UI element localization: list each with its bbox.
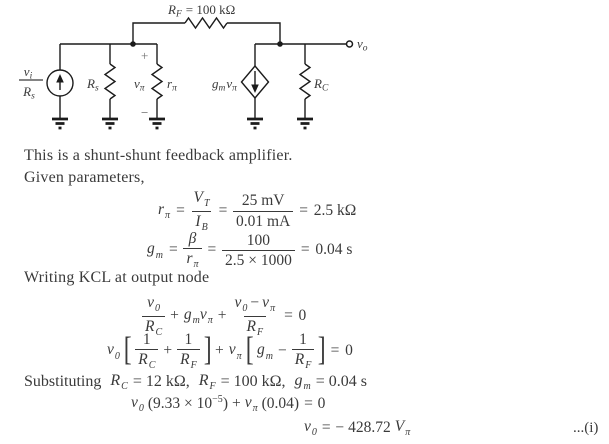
rpi-label: rπ <box>167 76 177 94</box>
substituting-word: Substituting <box>24 373 102 391</box>
fraction-vt-ib: $\frac{V_T}{I_B}$ <box>193 189 210 233</box>
rs-label: Rs <box>87 76 99 94</box>
gmvpi-label: gmvπ <box>212 76 237 94</box>
plus: + <box>231 395 241 413</box>
equals: = <box>299 241 311 259</box>
node-dot-right <box>277 41 283 47</box>
ground-icon <box>52 119 68 128</box>
equals: = <box>329 342 341 360</box>
ground-icon <box>149 119 165 128</box>
rf-label: RF = 100 kΩ <box>168 2 236 20</box>
equation-bracketed <box>107 330 353 373</box>
source-label-num: vi <box>23 64 33 82</box>
coefficient: $(9.33 \times 10^{-5})$ <box>147 394 228 413</box>
equals: = <box>217 202 229 220</box>
output-terminal <box>347 41 353 47</box>
fraction-beta-rpi: $\frac{\beta}{r_\pi}$ <box>183 229 201 272</box>
minus-sign: − <box>141 105 149 120</box>
equation-rpi <box>158 188 356 234</box>
term-gmvpi: $g_mv_\pi$ <box>183 306 213 327</box>
fraction-1-rf: $\frac{1}{R_F}$ <box>292 330 315 373</box>
plus: + <box>163 342 173 360</box>
equals: = <box>303 395 314 413</box>
given-text: Given parameters, <box>24 169 145 186</box>
minus: − <box>277 342 287 360</box>
equals: = <box>206 241 217 259</box>
fraction-v0-rc: $\frac{v_0}{R_C}$ <box>142 293 165 339</box>
var-vpi: $v_\pi$ <box>244 394 258 415</box>
rf-value: = 100 kΩ, <box>220 373 286 391</box>
vpi-label: vπ <box>134 76 145 94</box>
equation-result <box>304 418 410 438</box>
fraction-1-rc: $\frac{1}{R_C}$ <box>135 330 158 373</box>
substituting-line <box>24 372 367 392</box>
source-label-den: Rs <box>23 84 35 102</box>
plus: + <box>170 307 179 325</box>
resistor-rf <box>185 18 227 28</box>
fraction-v0-vpi-rf: $\frac{v_0 - v_\pi}{R_F}$ <box>234 294 276 338</box>
coefficient-2: (0.04) <box>261 395 300 413</box>
equation-numeric <box>131 394 325 414</box>
rc-label: RC <box>314 76 329 94</box>
fraction-25mv: $\frac{25 mV}{0.01 mA}$ <box>233 191 293 231</box>
intro-text: This is a shunt-shunt feedback amplifier. <box>24 147 293 164</box>
equals: = <box>167 241 179 259</box>
var-vpi: $v_\pi$ <box>228 341 242 362</box>
var-v0: $v_0$ <box>131 394 144 415</box>
var-v0: $v_0$ <box>304 418 317 439</box>
node-dot-left <box>130 41 136 47</box>
resistor-rc <box>300 64 310 99</box>
left-bracket: [ <box>123 330 132 368</box>
ground-icon <box>247 119 263 128</box>
zero: 0 <box>298 307 307 325</box>
ground-icon <box>297 119 313 128</box>
arrow-down-icon <box>251 85 259 94</box>
wire-feedback-left <box>133 23 185 44</box>
resistor-rs <box>105 64 115 99</box>
var-gm: $g_m$ <box>257 341 273 362</box>
equation-gm <box>147 229 352 272</box>
circuit-labels <box>22 2 368 120</box>
rc-value: = 12 kΩ, <box>132 373 190 391</box>
plus: + <box>217 307 227 325</box>
left-bracket: [ <box>245 330 254 368</box>
var-rpi: $r_\pi$ <box>158 201 171 222</box>
resistor-rpi <box>152 64 162 99</box>
arrow-up-icon <box>56 74 64 83</box>
result-gm: 0.04 s <box>315 241 353 259</box>
equation-tag: ...(i) <box>573 420 599 436</box>
vo-label: vo <box>357 36 368 54</box>
right-bracket: ] <box>203 330 212 368</box>
plus: + <box>215 342 224 360</box>
gm-value: = 0.04 s <box>315 373 368 391</box>
right-bracket: ] <box>318 330 326 368</box>
equals: = <box>320 419 332 437</box>
equals: = <box>298 202 309 220</box>
circuit-wires <box>47 18 346 118</box>
equals: = <box>175 202 186 220</box>
var-v0: $v_0$ <box>107 341 120 362</box>
minus: − <box>335 419 345 437</box>
fraction-1-rf: $\frac{1}{R_F}$ <box>177 330 200 373</box>
wire-feedback-right <box>227 23 280 44</box>
zero: 0 <box>345 342 353 360</box>
ground-symbols <box>52 119 313 128</box>
circuit-diagram <box>0 0 609 146</box>
var-gm: $g_m$ <box>294 372 311 393</box>
var-Vpi: $V_\pi$ <box>394 418 411 439</box>
equals: = <box>283 307 294 325</box>
result-rpi: 2.5 kΩ <box>313 202 357 220</box>
fraction-100: $\frac{100}{2.5 \times 1000}$ <box>222 231 295 271</box>
kcl-text: Writing KCL at output node <box>24 269 210 286</box>
var-rc: $R_C$ <box>110 372 128 393</box>
var-rf: $R_F$ <box>198 372 216 393</box>
ground-icon <box>102 119 118 128</box>
result-value: 428.72 <box>348 419 391 437</box>
var-gm: $g_m$ <box>147 240 163 261</box>
plus-sign: + <box>141 48 149 63</box>
zero: 0 <box>317 395 326 413</box>
